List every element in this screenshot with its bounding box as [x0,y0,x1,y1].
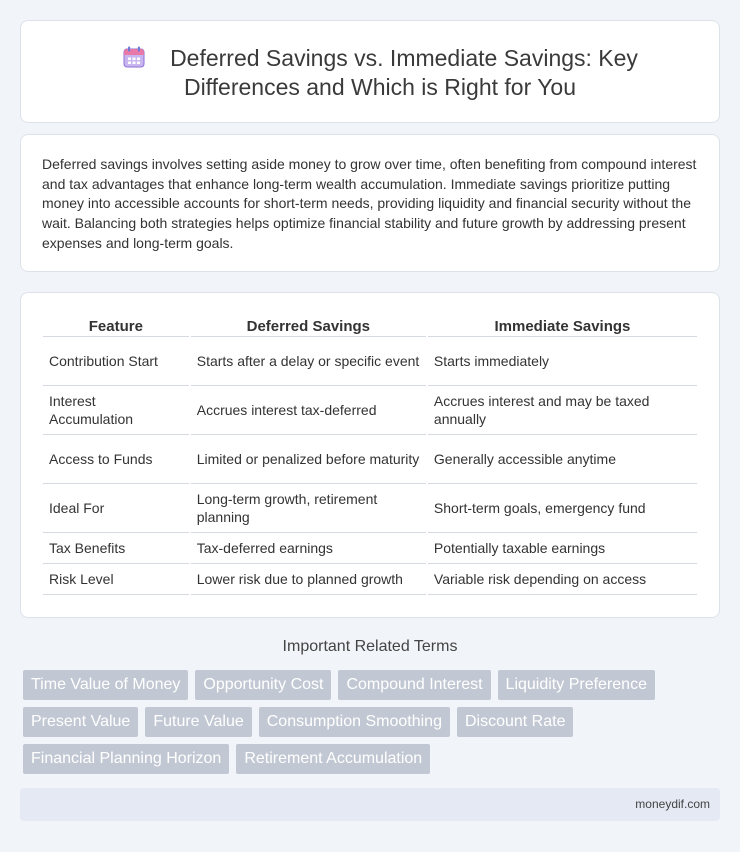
cell-immediate: Generally accessible anytime [428,435,697,484]
page-title-wrap [21,44,719,102]
table-row [43,435,697,484]
cell-deferred: Starts after a delay or specific event [191,337,426,386]
cell-immediate: Accrues interest and may be taxed annually [428,386,697,435]
related-term-tag[interactable]: Opportunity Cost [195,670,331,700]
calendar-icon [122,45,146,69]
intro-card [20,134,720,272]
related-term-tag[interactable]: Liquidity Preference [498,670,655,700]
cell-deferred: Lower risk due to planned growth [191,564,426,595]
cell-immediate: Short-term goals, emergency fund [428,484,697,533]
related-term-tag[interactable]: Compound Interest [338,670,490,700]
cell-deferred: Long-term growth, retirement planning [191,484,426,533]
cell-feature: Risk Level [43,564,189,595]
related-term-tag[interactable]: Time Value of Money [23,670,188,700]
cell-immediate: Starts immediately [428,337,697,386]
header-deferred: Deferred Savings [191,315,426,337]
comparison-table [41,315,699,595]
related-term-tag[interactable]: Consumption Smoothing [259,707,450,737]
table-header-row [43,315,697,337]
cell-feature: Interest Accumulation [43,386,189,435]
table-row [43,533,697,564]
cell-deferred: Accrues interest tax-deferred [191,386,426,435]
related-term-tag[interactable]: Retirement Accumulation [236,744,430,774]
related-term-tag[interactable]: Financial Planning Horizon [23,744,229,774]
cell-immediate: Potentially taxable earnings [428,533,697,564]
cell-immediate: Variable risk depending on access [428,564,697,595]
intro-paragraph: Deferred savings involves setting aside money to grow over time, often benefiting from compound interest and tax advantages that enhance long-term wealth accumulation. Immediate savings prioritize putting money into accessible accounts for short-term needs, providing liquidity and financial security without the wait. Balancing both strategies helps optimize financial stability and future growth by addressing present expenses and long-term goals. [42,156,697,251]
related-terms-list [23,670,723,781]
cell-feature: Access to Funds [43,435,189,484]
footer-site-link[interactable]: moneydif.com [635,797,710,811]
title-card [20,20,720,123]
related-term-tag[interactable]: Future Value [145,707,251,737]
cell-deferred: Limited or penalized before maturity [191,435,426,484]
comparison-table-card [20,292,720,618]
header-immediate: Immediate Savings [428,315,697,337]
footer [20,788,720,821]
related-term-tag[interactable]: Discount Rate [457,707,574,737]
header-feature: Feature [43,315,189,337]
cell-feature: Contribution Start [43,337,189,386]
page-title: Deferred Savings vs. Immediate Savings: Key Differences and Which is Right for You [170,45,638,100]
cell-feature: Tax Benefits [43,533,189,564]
table-row [43,337,697,386]
table-row [43,386,697,435]
table-row [43,564,697,595]
cell-feature: Ideal For [43,484,189,533]
table-row [43,484,697,533]
related-term-tag[interactable]: Present Value [23,707,138,737]
cell-deferred: Tax-deferred earnings [191,533,426,564]
related-terms-title: Important Related Terms [282,638,458,655]
